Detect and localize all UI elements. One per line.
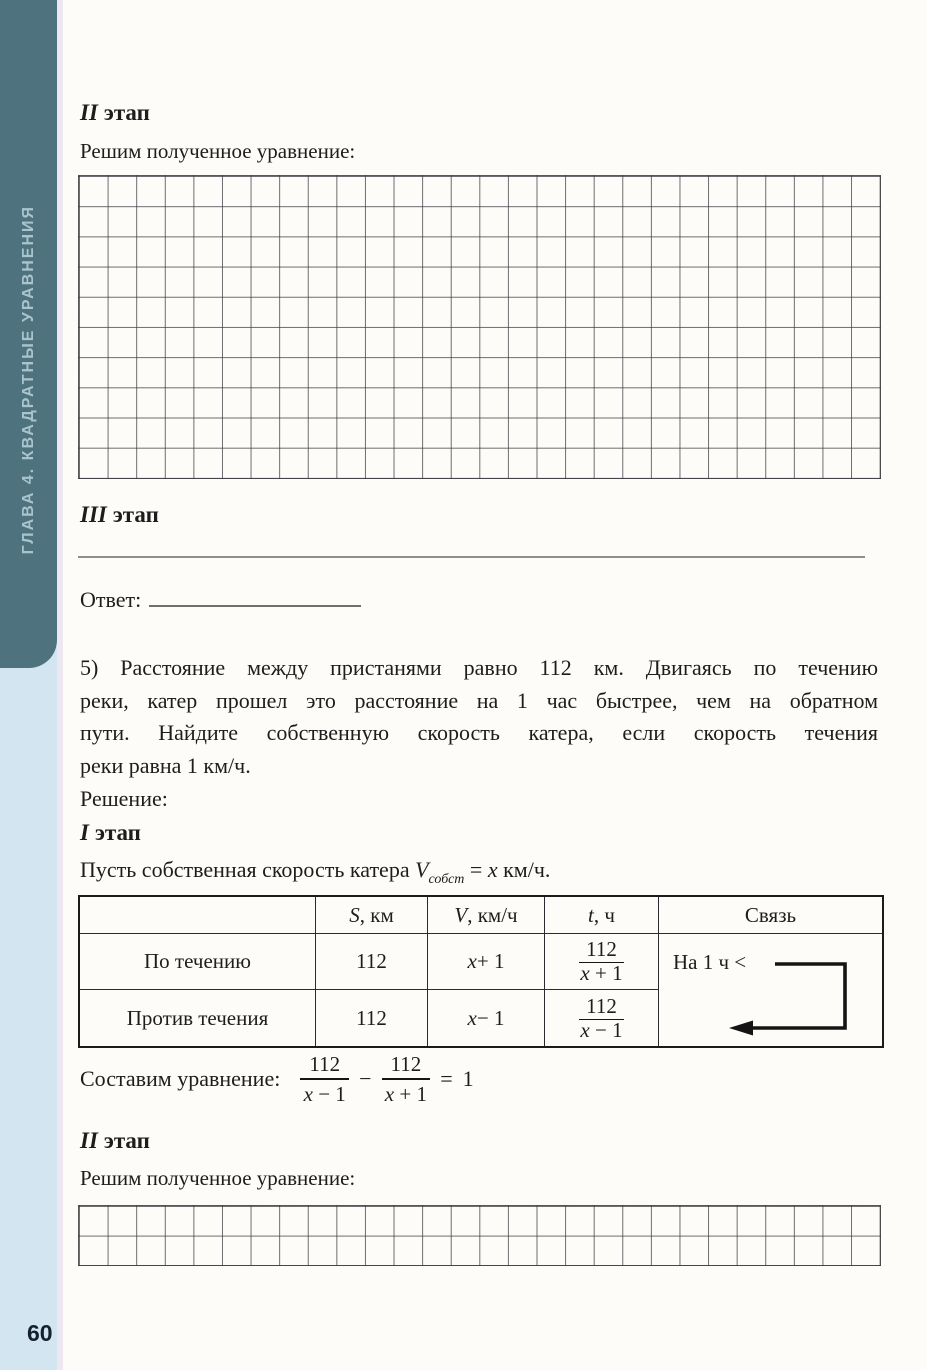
header-v-symbol: V <box>454 902 468 927</box>
assumption-text-before: Пусть собственная скорость катера <box>80 857 416 882</box>
equation-rhs: 1 <box>462 1066 474 1091</box>
header-s-unit: , км <box>359 902 394 927</box>
stage2-bottom-heading <box>80 1128 150 1154</box>
x-symbol: x <box>487 857 498 882</box>
solution-label: Решение: <box>80 786 168 811</box>
problem-line: 5) Расстояние между пристанями равно 112 км. Двигаясь по течению <box>80 655 878 680</box>
problem-line: пути. Найдите собственную скорость катера, если скорость течения <box>80 720 878 745</box>
time-fraction <box>579 938 624 985</box>
stage1-heading <box>80 820 141 846</box>
speed-variable: x <box>467 949 477 973</box>
stage3-word: этап <box>112 502 159 527</box>
equation-label: Составим уравнение: <box>80 1066 281 1091</box>
row-downstream-distance: 112 <box>316 934 428 990</box>
problem-5-text <box>80 652 878 782</box>
problem-line: реки равна 1 км/ч. <box>80 752 251 778</box>
stage1-roman: I <box>80 820 89 845</box>
velocity-subscript: собст <box>428 872 465 887</box>
den-variable: x <box>580 1017 590 1042</box>
velocity-symbol: V <box>415 857 429 882</box>
stage2-bottom-roman: II <box>80 1128 98 1153</box>
answer-label: Ответ: <box>80 587 142 612</box>
stage1-word: этап <box>94 820 141 845</box>
table-header-link: Связь <box>659 897 882 934</box>
den-offset: − 1 <box>312 1082 346 1106</box>
fraction-denominator <box>300 1080 349 1106</box>
sidebar-lower-band <box>0 646 57 1370</box>
row-upstream-time <box>545 990 659 1046</box>
den-offset: + 1 <box>394 1082 427 1106</box>
equals-operator: = <box>440 1066 453 1091</box>
equation-fraction-1 <box>300 1052 349 1106</box>
stage2-top-heading <box>80 100 150 126</box>
header-t-unit: , ч <box>593 902 615 927</box>
speed-offset: − 1 <box>476 1005 505 1030</box>
row-downstream-time <box>545 934 659 990</box>
den-offset: + 1 <box>589 961 623 985</box>
problem-line: реки, катер прошел это расстояние на 1 час быстрее, чем на обратном <box>80 687 878 713</box>
table-header-speed <box>428 897 545 934</box>
den-variable: x <box>580 961 590 985</box>
chapter-title-vertical: ГЛАВА 4. КВАДРАТНЫЕ УРАВНЕНИЯ <box>19 205 37 555</box>
header-s-symbol: S <box>349 902 360 927</box>
fraction-numerator: 112 <box>579 937 624 963</box>
page-number: 60 <box>27 1320 53 1346</box>
table-header-empty <box>80 897 316 934</box>
equation-fraction-2 <box>382 1052 431 1106</box>
fraction-denominator <box>579 961 624 985</box>
fraction-numerator: 112 <box>579 994 624 1020</box>
speed-variable: x <box>467 1005 477 1030</box>
time-fraction <box>579 995 624 1042</box>
fraction-numerator: 112 <box>382 1052 431 1080</box>
working-grid-bottom[interactable] <box>78 1205 881 1266</box>
speed-offset: + 1 <box>476 949 505 973</box>
den-variable: x <box>384 1082 395 1106</box>
chapter-tab <box>0 160 57 600</box>
minus-operator: − <box>359 1066 372 1091</box>
stage1-assumption <box>80 857 550 888</box>
fraction-denominator <box>382 1080 431 1106</box>
stage2-top-roman: II <box>80 100 98 125</box>
assumption-text-after: км/ч. <box>497 857 551 882</box>
stage2-bottom-instruction: Решим полученное уравнение: <box>80 1166 356 1190</box>
den-variable: x <box>303 1082 313 1106</box>
row-upstream-speed <box>428 990 545 1046</box>
table-header-distance <box>316 897 428 934</box>
relation-text: На 1 ч < <box>673 950 747 974</box>
header-t-symbol: t <box>588 902 594 927</box>
motion-table <box>78 895 884 1048</box>
table-header-time <box>545 897 659 934</box>
row-upstream-distance: 112 <box>316 990 428 1046</box>
equals-sign: = <box>464 857 488 882</box>
header-v-unit: , км/ч <box>467 902 518 927</box>
stage2-bottom-word: этап <box>103 1128 150 1153</box>
stage3-heading <box>80 502 159 528</box>
relation-arrow <box>659 934 878 1043</box>
fraction-denominator <box>579 1018 624 1042</box>
row-downstream-speed <box>428 934 545 990</box>
den-offset: − 1 <box>589 1017 623 1042</box>
stage2-top-instruction: Решим полученное уравнение: <box>80 139 356 163</box>
fraction-numerator: 112 <box>300 1052 349 1080</box>
working-grid-top[interactable] <box>78 175 881 479</box>
page-edge-strip <box>57 0 63 1370</box>
stage3-writing-line[interactable] <box>78 556 865 558</box>
answer-blank-line[interactable] <box>149 583 361 607</box>
stage3-roman: III <box>80 502 107 527</box>
row-upstream-label: Против течения <box>80 990 316 1046</box>
relation-cell <box>659 934 882 1046</box>
stage2-top-word: этап <box>103 100 150 125</box>
row-downstream-label: По течению <box>80 934 316 990</box>
equation-row <box>80 1052 474 1106</box>
answer-row <box>80 583 361 613</box>
